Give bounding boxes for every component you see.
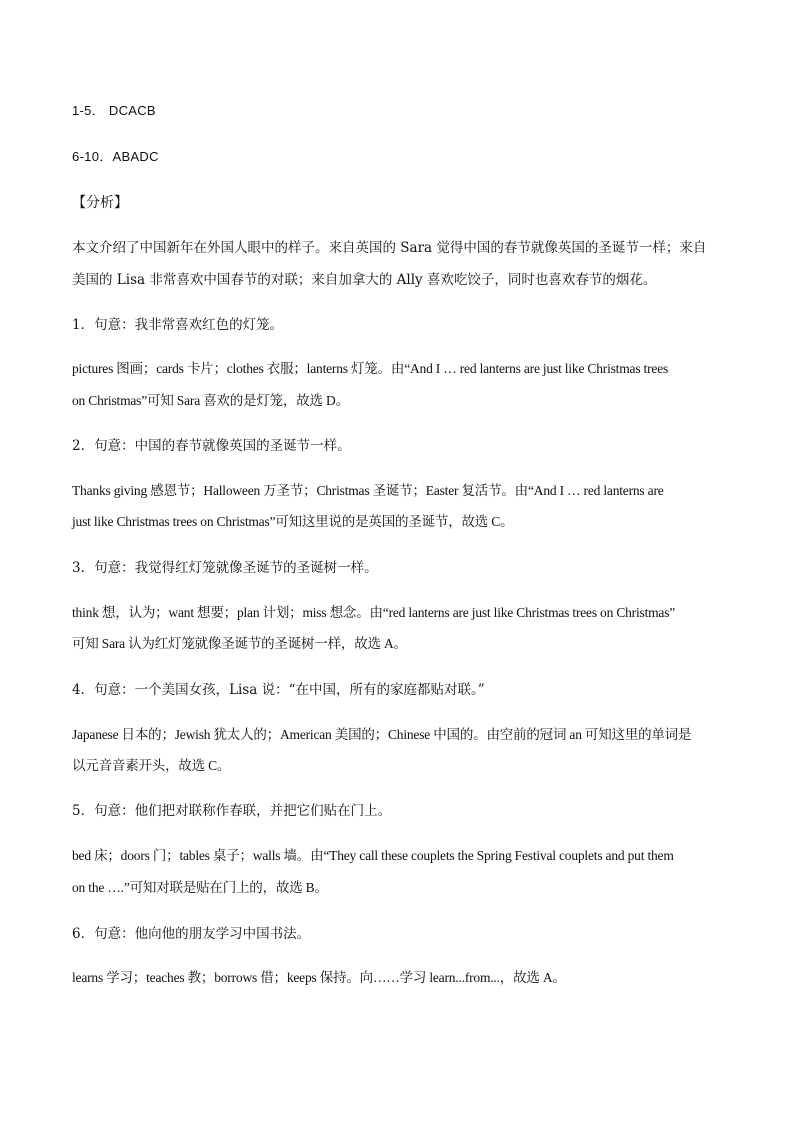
- item-3-explain-line-1: think 想，认为；want 想要；plan 计划；miss 想念。由“red lanterns are just like Christmas trees on Christmas”: [72, 605, 676, 620]
- item-5-explain-line-1: bed 床；doors 门；tables 桌子；walls 墙。由“They call these couplets the Spring Festival couplets and put them: [72, 848, 674, 863]
- analysis-heading: 【分析】: [72, 195, 128, 211]
- item-1-meaning: 1．句意：我非常喜欢红色的灯笼。: [72, 317, 284, 333]
- item-1-explain-line-1: pictures 图画；cards 卡片；clothes 衣服；lanterns 灯笼。由“And I … red lanterns are just like Christmas trees: [72, 361, 669, 376]
- item-3-explain-line-2: 可知 Sara 认为红灯笼就像圣诞节的圣诞树一样，故选 A。: [72, 636, 407, 651]
- item-5-explain-line-2: on the ….”可知对联是贴在门上的，故选 B。: [72, 880, 328, 895]
- item-2-explain-line-1: Thanks giving 感恩节；Halloween 万圣节；Christmas 圣诞节；Easter 复活节。由“And I … red lanterns are: [72, 483, 664, 498]
- item-6-meaning: 6．句意：他向他的朋友学习中国书法。: [72, 926, 311, 942]
- item-4-explain-line-2: 以元音音素开头，故选 C。: [72, 758, 231, 773]
- item-2-explain-line-2: just like Christmas trees on Christmas”可知这里说的是英国的圣诞节，故选 C。: [72, 514, 514, 529]
- item-3-meaning: 3．句意：我觉得红灯笼就像圣诞节的圣诞树一样。: [72, 560, 378, 576]
- intro-line-1: 本文介绍了中国新年在外国人眼中的样子。来自英国的 Sara 觉得中国的春节就像英国的圣诞节一样；来自: [72, 240, 707, 256]
- item-2-meaning: 2．句意：中国的春节就像英国的圣诞节一样。: [72, 438, 351, 454]
- item-5-meaning: 5．句意：他们把对联称作春联，并把它们贴在门上。: [72, 803, 392, 819]
- intro-line-2: 美国的 Lisa 非常喜欢中国春节的对联；来自加拿大的 Ally 喜欢吃饺子，同时也喜欢春节的烟花。: [72, 272, 657, 288]
- item-6-explain-line-1: learns 学习；teaches 教；borrows 借；keeps 保持。向……学习 learn...from...，故选 A。: [72, 970, 566, 985]
- item-1-explain-line-2: on Christmas”可知 Sara 喜欢的是灯笼，故选 D。: [72, 393, 349, 408]
- answer-line-1-5: 1-5． DCACB: [72, 103, 156, 118]
- item-4-explain-line-1: Japanese 日本的；Jewish 犹太人的；American 美国的；Chinese 中国的。由空前的冠词 an 可知这里的单词是: [72, 727, 692, 742]
- answer-line-6-10: 6-10．ABADC: [72, 149, 159, 164]
- item-4-meaning: 4．句意：一个美国女孩，Lisa 说：“在中国，所有的家庭都贴对联。”: [72, 682, 485, 698]
